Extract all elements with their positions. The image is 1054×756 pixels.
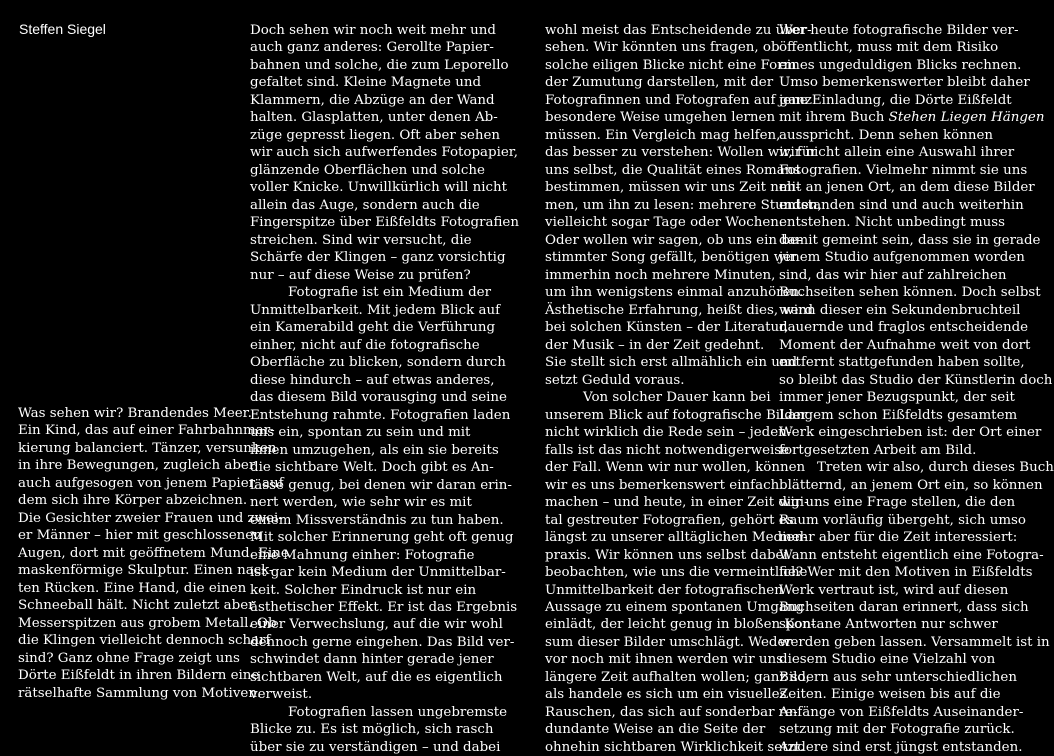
text-line: nicht wirklich die Rede sein – jeden-: [545, 425, 792, 441]
text-line: Langem schon Eißfeldts gesamtem: [779, 407, 1018, 423]
text-line: bahnen und solche, die zum Leporello: [250, 57, 509, 73]
text-line: einer Verwechslung, auf die wir wohl: [250, 617, 503, 633]
text-line: allein das Auge, sondern auch die: [250, 197, 480, 213]
text-line: einlädt, der leicht genug in bloßen Kon-: [545, 617, 816, 633]
text-line: Anfänge von Eißfeldts Auseinander-: [779, 704, 1024, 720]
text-line: Buchseiten sehen können. Doch selbst: [779, 285, 1041, 301]
text-line: müssen. Ein Vergleich mag helfen,: [545, 127, 781, 143]
text-line: bei solchen Künsten – der Literatur,: [545, 320, 789, 336]
text-column-2: [250, 22, 519, 756]
text-line: damit gemeint sein, dass sie in gerade: [779, 232, 1041, 248]
text-line: Dörte Eißfeldt in ihren Bildern eine: [18, 668, 260, 684]
text-line: unserem Blick auf fotografische Bilder: [545, 407, 808, 423]
text-line: Werk eingeschrieben ist: der Ort einer: [779, 425, 1042, 441]
paragraph: [250, 704, 508, 756]
text-line: ihnen umzugehen, als ein sie bereits: [250, 442, 499, 458]
paragraph: [779, 459, 1054, 756]
text-line: halten. Glasplatten, unter denen Ab-: [250, 110, 498, 126]
text-line: so bleibt das Studio der Künstlerin doch: [779, 372, 1053, 388]
text-line: sind? Ganz ohne Frage zeigt uns: [18, 650, 240, 666]
text-line: das besser zu verstehen: Wollen wir, für: [545, 145, 817, 161]
text-line: ist gar kein Medium der Unmittelbar-: [250, 565, 506, 581]
text-line: setzung mit der Fotografie zurück.: [779, 722, 1015, 738]
text-line: jenem Studio aufgenommen worden: [779, 250, 1025, 266]
text-line: keit. Solcher Eindruck ist nur ein: [250, 582, 477, 598]
text-line: einem Missverständnis zu tun haben.: [250, 512, 504, 528]
paragraph: [545, 22, 822, 389]
text-line: Die Gesichter zweier Frauen und zwei-: [18, 510, 283, 526]
text-line: Buchseiten daran erinnert, dass sich: [779, 599, 1029, 615]
text-line: ausspricht. Denn sehen können: [779, 127, 993, 143]
text-line: werden geben lassen. Versammelt ist in: [779, 634, 1050, 650]
text-line: maskenförmige Skulptur. Einen nack-: [18, 563, 274, 579]
text-line: beobachten, wie uns die vermeintliche: [545, 565, 808, 581]
text-line: diese hindurch – auf etwas anderes,: [250, 372, 495, 388]
text-line: rätselhafte Sammlung von Motiven.: [18, 685, 262, 701]
book-title: Stehen Liegen Hängen: [888, 110, 1045, 126]
text-line: die Klingen vielleicht dennoch scharf: [18, 633, 271, 649]
text-line: Ein Kind, das auf einer Fahrbahnmar-: [18, 423, 275, 439]
text-line: gefaltet sind. Kleine Magnete und: [250, 75, 482, 91]
text-line: längere Zeit aufhalten wollen; ganz so,: [545, 669, 810, 685]
text-line: ästhetischer Effekt. Er ist das Ergebnis: [250, 599, 518, 615]
text-line: dennoch gerne eingehen. Das Bild ver-: [250, 634, 515, 650]
text-line: der Musik – in der Zeit gedehnt.: [545, 337, 765, 353]
text-line: Fotografie ist ein Medium der: [288, 285, 491, 301]
text-line: falls ist das nicht notwendigerweise: [545, 442, 790, 458]
text-line: mit ihrem Buch Stehen Liegen Hängen: [779, 110, 1045, 126]
text-line: Wer heute fotografische Bilder ver-: [779, 23, 1019, 38]
text-line: Klammern, die Abzüge an der Wand: [250, 92, 495, 108]
text-line: Rauschen, das sich auf sonderbar re-: [545, 704, 798, 720]
text-line: immer jener Bezugspunkt, der seit: [779, 390, 1015, 406]
text-line: Zeiten. Einige weisen bis auf die: [779, 687, 1001, 703]
text-line: öffentlicht, muss mit dem Risiko: [779, 40, 999, 56]
text-line: schwindet dann hinter gerade jener: [250, 652, 494, 668]
text-line: nur – auf diese Weise zu prüfen?: [250, 267, 471, 283]
text-line: fortgesetzten Arbeit am Bild.: [779, 442, 977, 458]
text-line: Oder wollen wir sagen, ob uns ein be-: [545, 232, 803, 248]
text-line: Sie stellt sich erst allmählich ein und: [545, 355, 798, 371]
text-line: Oberfläche zu blicken, sondern durch: [250, 355, 506, 371]
text-line: Ästhetische Erfahrung, heißt dies, wird: [545, 302, 814, 318]
text-line: der Fall. Wenn wir nur wollen, können: [545, 460, 806, 476]
text-line: ten Rücken. Eine Hand, die einen: [18, 580, 247, 596]
text-line: eine Mahnung einher: Fotografie: [250, 547, 475, 563]
text-line: nert werden, wie sehr wir es mit: [250, 495, 472, 511]
text-line: Augen, dort mit geöffnetem Mund. Eine: [18, 545, 289, 561]
text-line: wir auch sich aufwerfendes Fotopapier,: [250, 145, 518, 161]
text-line: entfernt stattgefunden haben sollte,: [779, 355, 1025, 371]
text-line: uns ein, spontan zu sein und mit: [250, 425, 471, 441]
text-line: streichen. Sind wir versucht, die: [250, 232, 472, 248]
text-line: immerhin noch mehrere Minuten,: [545, 267, 776, 283]
paragraph: [250, 22, 519, 284]
text-line: in ihre Bewegungen, zugleich aber: [18, 458, 256, 474]
text-line: wenn dieser ein Sekundenbruchteil: [779, 302, 1021, 318]
text-line: men, um ihn zu lesen: mehrere Stunden,: [545, 197, 822, 213]
text-column-4: [779, 22, 1054, 756]
text-line: glänzende Oberflächen und solche: [250, 162, 485, 178]
text-line: Fotografien. Vielmehr nimmt sie uns: [779, 162, 1028, 178]
text-line: Treten wir also, durch dieses Buch: [817, 460, 1054, 476]
text-line: sichtbaren Welt, auf die es eigentlich: [250, 669, 503, 685]
text-line: wir uns eine Frage stellen, die den: [779, 495, 1016, 511]
text-line: einher, nicht auf die fotografische: [250, 337, 480, 353]
text-line: entstanden sind und auch weiterhin: [779, 197, 1024, 213]
text-line: diesem Studio eine Vielzahl von: [779, 652, 996, 668]
text-line: Fingerspitze über Eißfeldts Fotografien: [250, 215, 519, 231]
text-line: wir es uns bemerkenswert einfach: [545, 477, 780, 493]
text-line: ohnehin sichtbaren Wirklichkeit setzt.: [545, 739, 805, 755]
text-line: Was sehen wir? Brandendes Meer.: [18, 406, 252, 421]
text-line: tal gestreuter Fotografien, gehört es: [545, 512, 794, 528]
text-line: über sie zu verständigen – und dabei: [250, 739, 501, 755]
text-line: Umso bemerkenswerter bleibt daher: [779, 75, 1030, 91]
text-line: Von solcher Dauer kann bei: [583, 390, 771, 406]
text-line: kierung balanciert. Tänzer, versunken: [18, 440, 277, 456]
text-line: die sichtbare Welt. Doch gibt es An-: [250, 460, 494, 476]
text-line: jene Einladung, die Dörte Eißfeldt: [779, 92, 1012, 108]
text-line: auch aufgesogen von jenem Papier, auf: [18, 475, 284, 491]
text-line: vielleicht sogar Tage oder Wochen.: [545, 215, 784, 231]
text-line: lässe genug, bei denen wir daran erin-: [250, 477, 512, 493]
text-line: Fotografinnen und Fotografen auf ganz: [545, 92, 812, 108]
text-line: spontane Antworten nur schwer: [779, 617, 998, 633]
text-line: dem sich ihre Körper abzeichnen.: [18, 493, 248, 509]
text-line: solche eiligen Blicke nicht eine Form: [545, 57, 797, 73]
text-line: wir nicht allein eine Auswahl ihrer: [779, 145, 1015, 161]
text-line: bestimmen, müssen wir uns Zeit neh-: [545, 180, 800, 196]
text-line: eines ungeduldigen Blicks rechnen.: [779, 57, 1022, 73]
text-line: Fotografien lassen ungebremste: [288, 704, 508, 720]
text-line: Entstehung rahmte. Fotografien laden: [250, 407, 511, 423]
text-line: setzt Geduld voraus.: [545, 372, 685, 388]
text-line: als handele es sich um ein visuelles: [545, 687, 787, 703]
text-line: Blicke zu. Es ist möglich, sich rasch: [250, 722, 494, 738]
text-line: uns selbst, die Qualität eines Romans: [545, 162, 801, 178]
paragraph: [250, 284, 518, 704]
text-line: ein Kamerabild geht die Verführung: [250, 320, 496, 336]
text-line: vor noch mit ihnen werden wir uns: [545, 652, 783, 668]
text-line: besondere Weise umgehen lernen: [545, 110, 776, 126]
text-line: entstehen. Nicht unbedingt muss: [779, 215, 1006, 231]
text-line: machen – und heute, in einer Zeit digi-: [545, 495, 809, 511]
paragraph: [779, 22, 1053, 459]
text-column-3: [545, 22, 822, 756]
text-line: Aussage zu einem spontanen Umgang: [545, 599, 805, 615]
text-line: sum dieser Bilder umschlägt. Weder: [545, 634, 792, 650]
text-line: Unmittelbarkeit. Mit jedem Blick auf: [250, 302, 501, 318]
text-line: längst zu unserer alltäglichen Medien-: [545, 530, 808, 546]
text-line: Schärfe der Klingen – ganz vorsichtig: [250, 250, 506, 266]
text-line: Schneeball hält. Nicht zuletzt aber: [18, 598, 255, 614]
text-line: mit an jenen Ort, an dem diese Bilder: [779, 180, 1035, 196]
text-line: fie? Wer mit den Motiven in Eißfeldts: [779, 565, 1033, 581]
paragraph: [545, 389, 816, 756]
text-line: der Zumutung darstellen, mit der: [545, 75, 774, 91]
text-line: Werk vertraut ist, wird auf diesen: [779, 582, 1009, 598]
text-line: mehr aber für die Zeit interessiert:: [779, 530, 1018, 546]
text-line: Messerspitzen aus grobem Metall. Ob: [18, 615, 277, 631]
text-line: Mit solcher Erinnerung geht oft genug: [250, 530, 514, 546]
text-line: er Männer – hier mit geschlossenen: [18, 528, 262, 544]
text-line: verweist.: [250, 687, 313, 703]
text-line: stimmter Song gefällt, benötigen wir: [545, 250, 796, 266]
text-line: Unmittelbarkeit der fotografischen: [545, 582, 783, 598]
text-line: Wann entsteht eigentlich eine Fotogra-: [779, 547, 1044, 563]
text-line: Moment der Aufnahme weit von dort: [779, 337, 1031, 353]
text-line: dauernde und fraglos entscheidende: [779, 320, 1029, 336]
text-line: auch ganz anderes: Gerollte Papier-: [250, 40, 494, 56]
text-line: züge gepresst liegen. Oft aber sehen: [250, 127, 501, 143]
text-line: Doch sehen wir noch weit mehr und: [250, 23, 496, 38]
text-line: das diesem Bild vorausging und seine: [250, 390, 507, 406]
text-line: Andere sind erst jüngst entstanden.: [779, 739, 1023, 755]
text-line: voller Knicke. Unwillkürlich will nicht: [250, 180, 508, 196]
text-line: dundante Weise an die Seite der: [545, 722, 766, 738]
text-line: blätternd, an jenem Ort ein, so können: [779, 477, 1043, 493]
text-line: Raum vorläufig übergeht, sich umso: [779, 512, 1026, 528]
text-line: wohl meist das Entscheidende zu über-: [545, 23, 812, 38]
text-line: sind, das wir hier auf zahlreichen: [779, 267, 1007, 283]
text-line: sehen. Wir könnten uns fragen, ob: [545, 40, 780, 56]
author-name: Steffen Siegel: [19, 21, 106, 37]
text-line: Bildern aus sehr unterschiedlichen: [779, 669, 1017, 685]
text-line: praxis. Wir können uns selbst dabei: [545, 547, 788, 563]
text-line: um ihn wenigstens einmal anzuhören.: [545, 285, 804, 301]
